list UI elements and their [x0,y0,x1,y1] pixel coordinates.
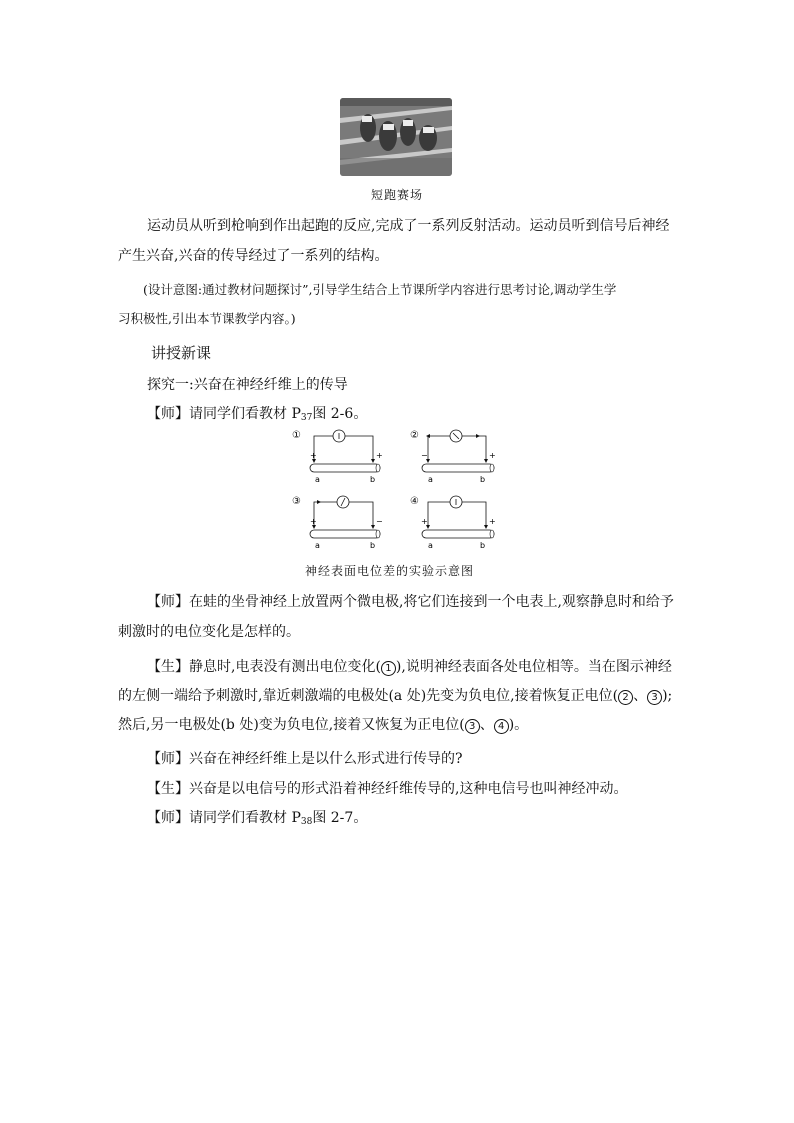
text: 图 2-6。 [312,406,368,422]
section-title: 讲授新课 [151,344,212,362]
sign-label: − [421,451,428,460]
diagram-panel-3 [292,496,383,550]
circled-number: 1 [381,661,396,676]
text: ),说明神经表面各处电位相等。当在图示神经 [395,659,672,675]
student-line [147,659,672,676]
text: 请同学们看教材 P [189,810,301,826]
student-line-continued [118,688,672,705]
sprint-track-photo [340,98,452,176]
student-tag: 【生】 [147,659,189,675]
paragraph-line: 产生兴奋,兴奋的传导经过了一系列的结构。 [118,248,389,264]
sign-label: + [310,451,317,460]
teacher-line [147,594,674,611]
diagram-caption: 神经表面电位差的实验示意图 [305,564,475,578]
text: 、 [479,717,494,733]
design-intent-line: (设计意图:通过教材问题探讨”,引导学生结合上节课所学内容进行思考讨论,调动学生学 [143,282,617,297]
text: 请同学们看教材 P [189,406,301,422]
sign-label: + [489,451,496,460]
teacher-line-continued: 刺激时的电位变化是怎样的。 [118,624,300,640]
explore-title: 探究一:兴奋在神经纤维上的传导 [147,377,348,393]
panel-number: ④ [410,496,419,507]
circled-number: 2 [618,690,633,705]
student-line-continued [118,717,528,734]
electrode-a-label: a [428,541,433,550]
panel-number: ② [410,430,419,441]
page-subscript: 37 [300,413,313,423]
photo-caption: 短跑赛场 [371,188,424,202]
sign-label: + [376,451,383,460]
electrode-a-label: a [315,475,320,484]
panel-number: ③ [292,496,301,507]
electrode-a-label: a [428,475,433,484]
teacher-tag: 【师】 [147,810,189,826]
sign-label: + [310,517,317,526]
text: ); [662,688,673,704]
student-tag: 【生】 [147,781,189,797]
sign-label: + [421,517,428,526]
text: 的左侧一端给予刺激时,靠近刺激端的电极处(a 处)先变为负电位,接着恢复正电位( [118,688,619,704]
electrode-b-label: b [480,541,486,550]
teacher-line [147,810,367,828]
text: 然后,另一电极处(b 处)变为负电位,接着又恢复为正电位( [118,717,465,733]
potential-diagram [290,428,502,558]
teacher-tag: 【师】 [147,751,189,767]
teacher-tag: 【师】 [147,594,189,610]
teacher-line [147,751,463,768]
text: 兴奋是以电信号的形式沿着神经纤维传导的,这种电信号也叫神经冲动。 [189,781,628,797]
diagram-panel-4 [410,496,496,550]
electrode-b-label: b [370,475,376,484]
text: 静息时,电表没有测出电位变化( [189,659,381,675]
electrode-a-label: a [315,541,320,550]
electrode-b-label: b [370,541,376,550]
diagram-panel-2 [410,430,496,484]
text: 兴奋在神经纤维上是以什么形式进行传导的? [189,751,463,767]
page-subscript: 38 [300,817,313,827]
teacher-tag: 【师】 [147,406,189,422]
student-line [147,781,627,798]
text: )。 [508,717,529,733]
teacher-line [147,406,367,424]
text: 图 2-7。 [312,810,368,826]
electrode-b-label: b [480,475,486,484]
design-intent-line: 习积极性,引出本节课教学内容。) [118,311,296,326]
circled-number: 3 [465,719,480,734]
circled-number: 3 [647,690,662,705]
sign-label: − [376,517,383,526]
paragraph-line: 运动员从听到枪响到作出起跑的反应,完成了一系列反射活动。运动员听到信号后神经 [147,218,670,234]
text: 在蛙的坐骨神经上放置两个微电极,将它们连接到一个电表上,观察静息时和给予 [189,594,674,610]
text: 、 [633,688,648,704]
panel-number: ① [292,430,301,441]
circled-number: 4 [494,719,509,734]
sign-label: + [489,517,496,526]
diagram-panel-1 [292,430,383,484]
